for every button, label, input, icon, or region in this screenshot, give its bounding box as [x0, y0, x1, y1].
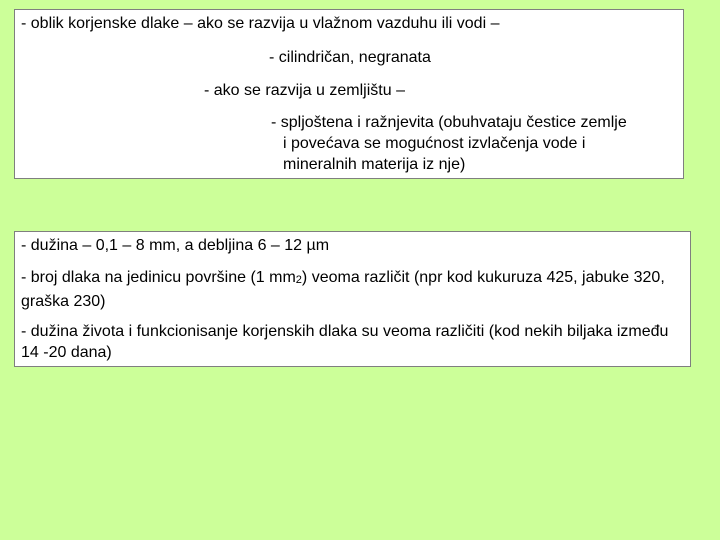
shape-cylindrical-text: - cilindričan, negranata — [269, 49, 431, 66]
shape-intro-text: - oblik korjenske dlake – ako se razvija u vlažnom vazduhu ili vodi – — [21, 15, 500, 32]
shape-flattened-line1: - spljoštena i ražnjevita (obuhvataju čestice zemlje — [271, 114, 627, 131]
shape-flattened-line2: i povećava se mogućnost izvlačenja vode i — [283, 135, 586, 152]
length-width-text: - dužina – 0,1 – 8 mm, a debljina 6 – 12 µm — [21, 237, 330, 254]
shape-soil-text: - ako se razvija u zemljištu – — [204, 82, 405, 99]
hair-count-text-after: ) veoma različit (npr kod kukuruza 425, jabuke 320, graška 230) — [21, 269, 665, 310]
hair-count-unit-exponent: 2 — [295, 274, 302, 286]
shape-flattened-line3: mineralnih materija iz nje) — [283, 156, 466, 173]
lifespan-text: - dužina života i funkcionisanje korjenskih dlaka su veoma različiti (kod nekih biljaka između 14 -20 dana) — [21, 323, 669, 361]
hair-count-text-before: - broj dlaka na jedinicu površine (1 mm — [21, 269, 296, 286]
root-hair-facts-box — [14, 231, 691, 367]
root-hair-shape-box — [14, 9, 684, 179]
hair-count-text — [21, 267, 681, 312]
